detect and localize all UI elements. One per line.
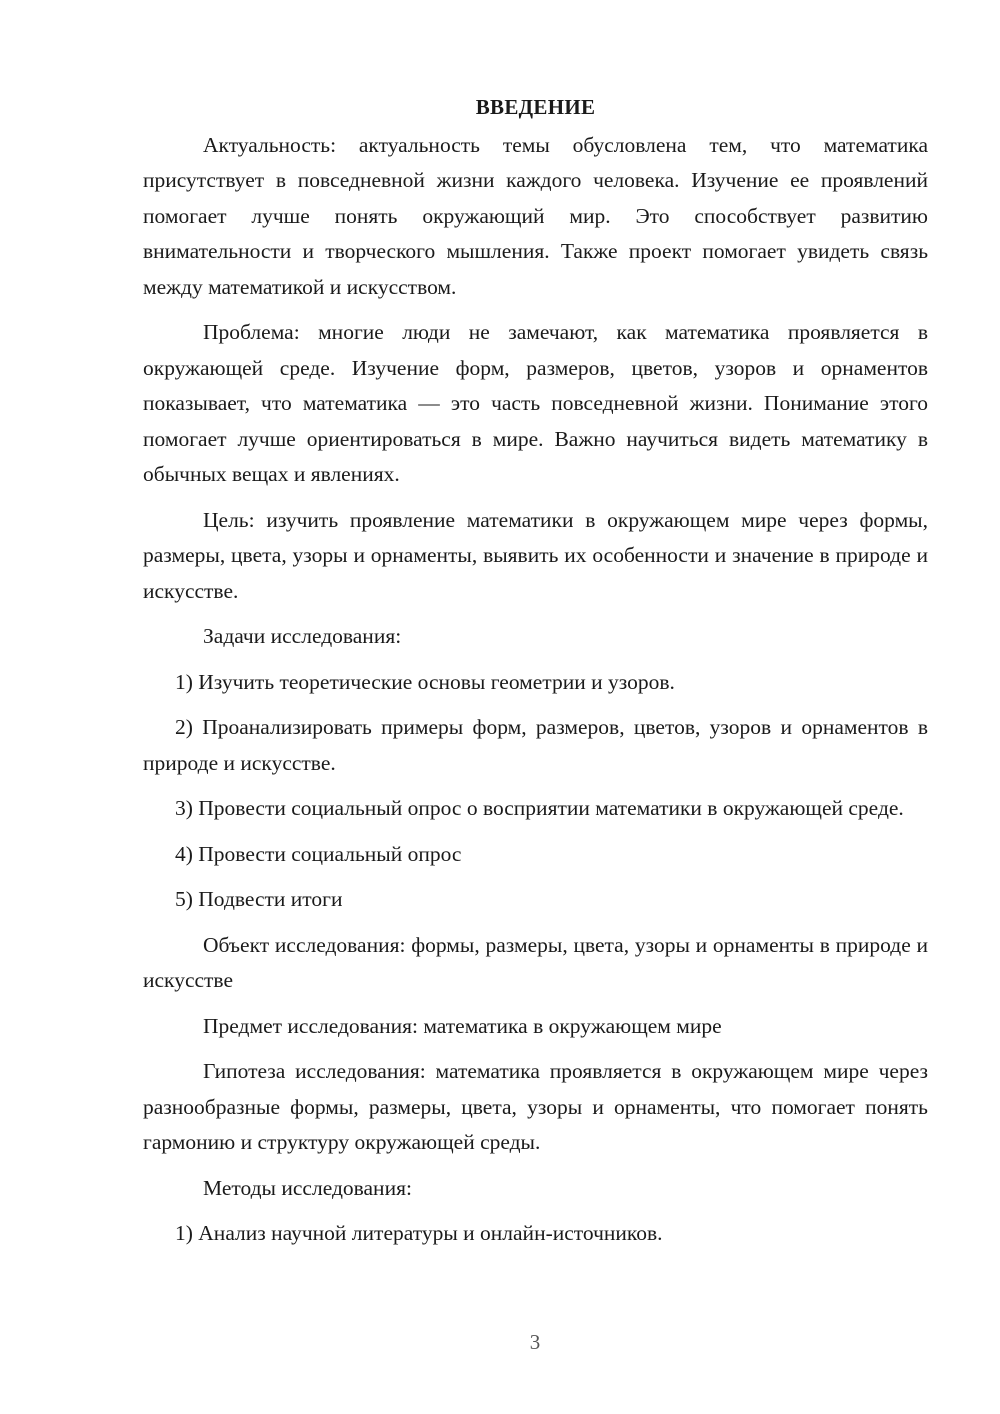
problem-paragraph: Проблема: многие люди не замечают, как математика проявляется в окружающей среде. Изучение форм, размеров, цветов, узоров и орнаментов показывает, что математика — это часть повседневной жизни. Понимание этого помогает лучше ориентироваться в мире. Важно научиться видеть математику в обычных вещах и явлениях.: [143, 320, 928, 486]
task-item: 5) Подвести итоги: [175, 887, 343, 911]
task-item: 2) Проанализировать примеры форм, размеров, цветов, узоров и орнаментов в природе и искусстве.: [143, 715, 928, 775]
tasks-heading: Задачи исследования:: [203, 624, 402, 648]
task-item: 3) Провести социальный опрос о восприятии математики в окружающей среде.: [175, 796, 904, 820]
methods-heading: Методы исследования:: [203, 1175, 412, 1200]
task-item: 1) Изучить теоретические основы геометрии и узоров.: [175, 669, 675, 694]
page-content: [143, 90, 928, 1262]
goal-paragraph: Цель: изучить проявление математики в окружающем мире через формы, размеры, цвета, узоры и орнаменты, выявить их особенности и значение в природе и искусстве.: [143, 507, 928, 603]
subject-paragraph: Предмет исследования: математика в окружающем мире: [203, 1013, 722, 1038]
hypothesis-paragraph: Гипотеза исследования: математика проявляется в окружающем мире через разнообразные формы, размеры, цвета, узоры и орнаменты, что помогает понять гармонию и структуру окружающей среды.: [143, 1059, 928, 1154]
section-title: ВВЕДЕНИЕ: [475, 95, 596, 119]
task-item: 4) Провести социальный опрос: [175, 841, 462, 866]
relevance-paragraph: Актуальность: актуальность темы обусловлена тем, что математика присутствует в повседневной жизни каждого человека. Изучение ее проявлений помогает лучше понять окружающий мир. Это способствует развитию внимательности и творческого мышления. Также проект помогает увидеть связь между математикой и искусством.: [143, 132, 928, 299]
object-paragraph: Объект исследования: формы, размеры, цвета, узоры и орнаменты в природе и искусстве: [143, 932, 928, 992]
method-item: 1) Анализ научной литературы и онлайн-источников.: [175, 1221, 663, 1245]
page-number: 3: [529, 1330, 541, 1354]
